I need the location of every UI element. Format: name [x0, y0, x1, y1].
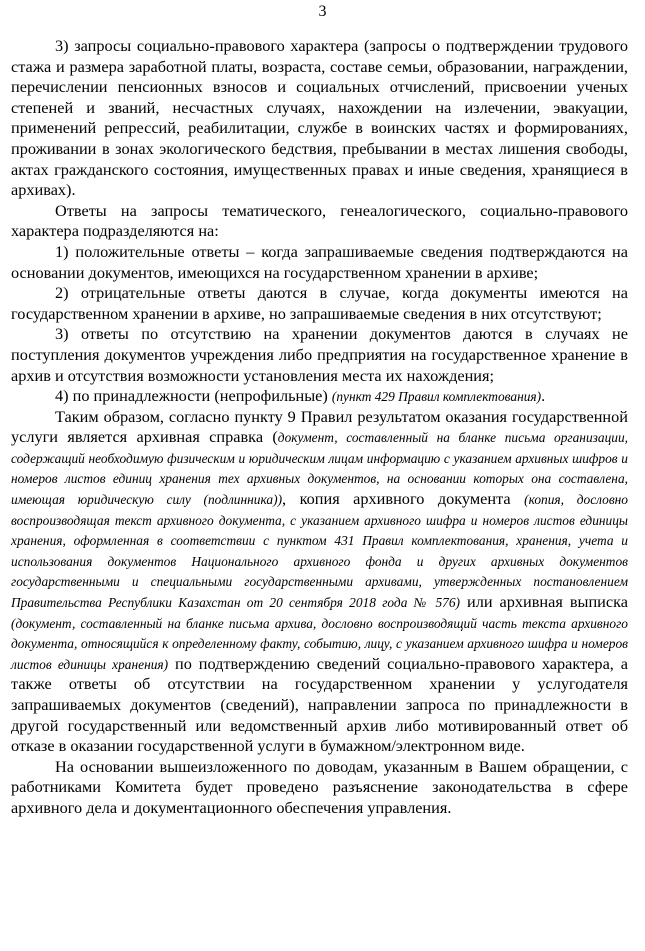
paragraph-negative-answers: 2) отрицательные ответы даются в случае, когда документы имеются на государственном хранении в архиве, но запрашиваемые сведения в них отсутствуют; [11, 283, 628, 323]
service-result-text-4: по подтверждению сведений социально-правового характера, а также ответы об отсутствии на государственном хранении у услугодателя запрашиваемых документов (сведений), направлении запроса по принадлежности в другой государственный или ведомственный архив либо мотивированный ответ об отказе в оказании государственной услуги в бумажном/электронном виде. [11, 653, 628, 756]
paragraph-service-result [11, 407, 628, 757]
archival-extract-definition: (документ, составленный на бланке письма архива, дословно воспроизводящий часть текста архивного документа, относящийся к определенному факту, событию, лицу, с указанием архивного шифра и номеров листов единицы хранения) [11, 615, 628, 672]
paragraph-positive-answers: 1) положительные ответы – когда запрашиваемые сведения подтверждаются на основании документов, имеющихся на государственном хранении в архиве; [11, 241, 628, 282]
document-body [11, 36, 628, 819]
paragraph-conclusion: На основании вышеизложенного по доводам, указанным в Вашем обращении, с работниками Комитета будет проведено разъяснение законодательства в сфере архивного дела и документационного обеспечения управления. [11, 756, 628, 817]
page-number: 3 [318, 3, 327, 20]
non-profile-text: 4) по принадлежности (непрофильные) [55, 386, 332, 406]
paragraph-answers-intro: Ответы на запросы тематического, генеалогического, социально-правового характера подразделяются на: [11, 200, 628, 241]
paragraph-absence-answers: 3) ответы по отсутствию на хранении документов даются в случаях не поступления документов учреждения либо предприятия на государственное хранение в архив и отсутствия возможности установления места их нахождения; [11, 324, 628, 385]
service-result-text-1: Таким образом, согласно пункту 9 Правил результатом оказания государственной услуги является архивная справка ( [11, 406, 628, 447]
paragraph-social-legal-requests: 3) запросы социально-правового характера (запросы о подтверждении трудового стажа и размера заработной платы, возраста, составе семьи, образовании, награждении, перечислении пенсионных взносов и социальных отчислений, присвоении ученых степеней и званий, несчастных случаях, нахождении на излечении, эвакуации, применений репрессий, реабилитации, службе в воинских частях и формированиях, проживании в зонах экологического бедствия, пребывании в местах лишения свободы, актах гражданского состояния, имущественных правах и иные сведения, хранящиеся в архивах). [11, 36, 628, 200]
archival-certificate-definition: документ, составленный на бланке письма организации, содержащий необходимую физическим и юридическим лицам информацию с указанием архивных шифров и номеров листов единиц хранения тех архивных документов, на основании которых она составлена, имеющая юридическую силу (подлинника)) [11, 430, 629, 508]
service-result-text-2: , копия архивного документа [282, 489, 525, 509]
service-result-text-3: или архивная выписка [460, 592, 628, 612]
non-profile-end: . [541, 386, 546, 406]
paragraph-non-profile-answers [11, 386, 628, 407]
non-profile-reference: (пункт 429 Правил комплектования) [331, 389, 542, 405]
archival-copy-definition: (копия, дословно воспроизводящая текст архивного документа, с указанием архивного шифра и номеров листов единицы хранения, оформленная в соответствии с пунктом 431 Правил комплектования, хранения, учета и использования документов Национального архивного фонда и других архивных документов государственными и специальными государственными архивами, утвержденных постановлением Правительства Республики Казахстан от 20 сентября 2018 года № 576) [11, 492, 628, 611]
